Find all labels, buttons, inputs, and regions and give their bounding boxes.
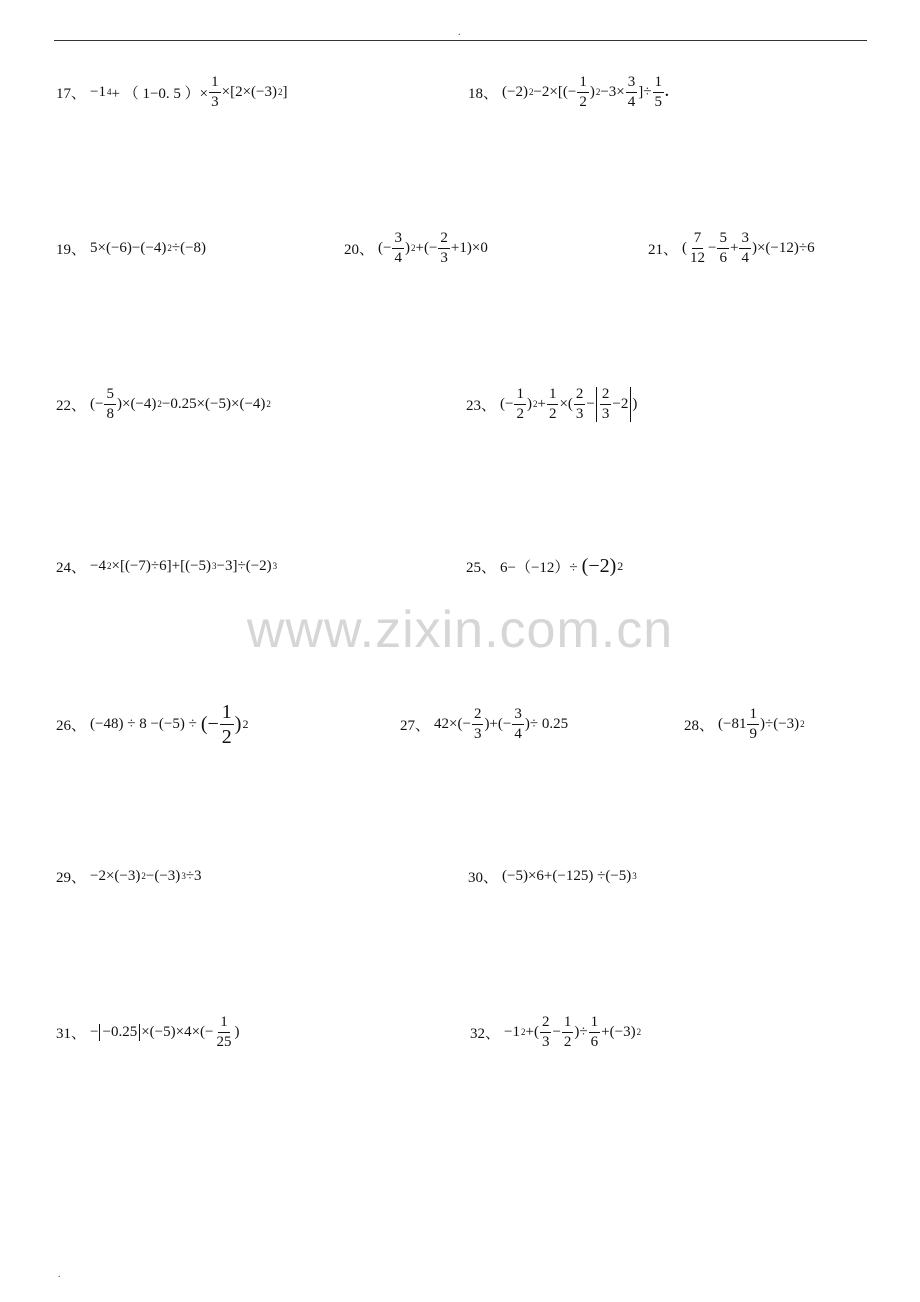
problem-31 — [56, 1012, 240, 1052]
numerator: 3 — [739, 231, 751, 249]
denominator: 3 — [575, 405, 584, 422]
expr-text: ) — [404, 239, 410, 256]
problem-number: 18、 — [468, 85, 499, 102]
expr-text: (− — [500, 395, 514, 412]
numerator: 1 — [653, 75, 665, 93]
exponent: 4 — [106, 87, 112, 97]
problem-18 — [468, 72, 669, 112]
denominator: 9 — [749, 725, 757, 742]
expr-text: ] — [282, 83, 288, 100]
expr-text: +(−3) — [601, 1023, 636, 1040]
exponent: 2 — [636, 1027, 642, 1037]
problem-number: 22、 — [56, 397, 87, 414]
denominator: 2 — [221, 725, 232, 748]
denominator: 3 — [473, 725, 482, 742]
expr-text: −2×[(− — [533, 83, 577, 100]
expr-text: ×(−5)×4×(− — [141, 1023, 214, 1040]
fraction — [562, 1015, 574, 1050]
absolute-value — [596, 387, 631, 422]
denominator: 12 — [690, 249, 706, 266]
fraction — [688, 231, 707, 266]
fraction — [577, 75, 589, 110]
numerator: 1 — [562, 1015, 574, 1033]
exponent: 2 — [520, 1027, 526, 1037]
expr-text: ×[2×(−3) — [221, 83, 277, 100]
expr-text: )×(−12)÷6 — [751, 239, 815, 256]
fraction — [653, 75, 665, 110]
fraction — [104, 387, 116, 422]
denominator: 2 — [548, 405, 557, 422]
expr-text: + — [729, 239, 739, 256]
numerator: 2 — [438, 231, 450, 249]
problem-number: 29、 — [56, 869, 87, 886]
exponent: 2 — [278, 87, 283, 97]
expr-text: 5×(−6)−(−4) — [90, 239, 167, 256]
watermark: www.zixin.com.cn — [246, 601, 674, 659]
numerator: 2 — [472, 707, 484, 725]
expr-text: 42×(− — [434, 715, 471, 732]
expr-text: + （ 1−0. 5 ）× — [111, 85, 209, 102]
expr-text: ]÷ — [638, 83, 652, 100]
denominator: 2 — [563, 1033, 572, 1050]
expr-text: −0.25×(−5)×(−4) — [161, 395, 266, 412]
expr-text: ) — [234, 1023, 240, 1040]
denominator: 4 — [741, 249, 749, 266]
expr-text: )÷ — [574, 1023, 588, 1040]
expr-text: − — [708, 239, 717, 256]
exponent: 2 — [800, 719, 805, 729]
denominator: 4 — [514, 725, 522, 742]
denominator: 6 — [590, 1033, 599, 1050]
expr-text: −1 — [504, 1023, 520, 1040]
problem-number: 23、 — [466, 397, 497, 414]
expr-text: )×(−4) — [116, 395, 157, 412]
page-bottom-mark: . — [58, 1269, 61, 1280]
expr-text: (− — [200, 712, 219, 735]
problem-number: 19、 — [56, 241, 87, 258]
problem-28 — [684, 704, 805, 744]
exponent: 3 — [212, 561, 217, 571]
problem-23 — [466, 384, 637, 424]
problem-number: 17、 — [56, 85, 87, 102]
denominator: 25 — [216, 1033, 232, 1050]
fraction — [215, 1015, 234, 1050]
header-rule — [54, 40, 867, 41]
problem-21 — [648, 228, 815, 268]
fraction — [589, 1015, 601, 1050]
expr-text: ( — [682, 239, 688, 256]
problem-number: 31、 — [56, 1025, 87, 1042]
denominator: 6 — [719, 249, 727, 266]
exponent: 2 — [266, 399, 271, 409]
expr-text: )÷ 0.25 — [524, 715, 569, 732]
expr-text: + — [537, 395, 546, 412]
problem-22 — [56, 384, 271, 424]
fraction — [540, 1015, 552, 1050]
expr-text: −3]÷(−2) — [216, 557, 272, 574]
numerator: 7 — [692, 231, 704, 249]
problem-number: 32、 — [470, 1025, 501, 1042]
expr-text: −2 — [612, 395, 629, 412]
denominator: 3 — [541, 1033, 550, 1050]
problem-number: 25、 — [466, 559, 497, 576]
expr-text: ) — [526, 395, 532, 412]
problem-number: 27、 — [400, 717, 431, 734]
fraction — [209, 75, 221, 110]
denominator: 4 — [394, 249, 402, 266]
numerator: 1 — [589, 1015, 601, 1033]
problem-number: 20、 — [344, 241, 375, 258]
expr-text: ÷(−8) — [171, 239, 207, 256]
numerator: 1 — [221, 700, 232, 723]
absolute-value — [99, 1024, 140, 1041]
problem-number: 21、 — [648, 241, 679, 258]
exponent: 2 — [141, 871, 146, 881]
exponent: 2 — [532, 399, 538, 409]
fraction — [739, 231, 751, 266]
expr-text: (−48) ÷ 8 −(−5) ÷ — [90, 715, 197, 732]
expr-text: −0.25 — [102, 1023, 138, 1040]
problem-29 — [56, 856, 202, 896]
numerator: 1 — [514, 387, 526, 405]
numerator: 2 — [600, 387, 612, 405]
expr-text: (− — [378, 239, 392, 256]
fraction — [600, 387, 612, 422]
expr-text: −(−3) — [145, 867, 181, 884]
numerator: 2 — [574, 387, 586, 405]
problem-number: 28、 — [684, 717, 715, 734]
expr-text: (−81 — [718, 715, 747, 732]
exponent: 3 — [181, 871, 186, 881]
denominator: 3 — [440, 249, 448, 266]
numerator: 1 — [577, 75, 589, 93]
expr-text: )÷(−3) — [759, 715, 800, 732]
exponent: 2 — [410, 243, 416, 253]
exponent: 2 — [106, 561, 112, 571]
expr-text: ) — [632, 395, 638, 412]
problem-17 — [56, 72, 288, 112]
expr-text: −2×(−3) — [90, 867, 141, 884]
fraction — [512, 707, 524, 742]
expr-text: +1)×0 — [450, 239, 488, 256]
numerator: 2 — [540, 1015, 552, 1033]
numerator: 3 — [392, 231, 404, 249]
exponent: 3 — [632, 871, 637, 881]
denominator: 2 — [516, 405, 524, 422]
expr-text: ) — [234, 712, 242, 735]
denominator: 5 — [654, 93, 662, 110]
expr-text: (−2) — [581, 554, 617, 577]
denominator: 2 — [579, 93, 587, 110]
fraction — [547, 387, 559, 422]
expr-text: +(− — [415, 239, 438, 256]
expr-text: ÷3 — [185, 867, 202, 884]
expr-text: − — [552, 1023, 561, 1040]
page-top-mark: . — [458, 27, 461, 38]
expr-text: (−2) — [502, 83, 528, 100]
fraction — [747, 707, 759, 742]
numerator: 3 — [626, 75, 638, 93]
exponent: 2 — [528, 87, 534, 97]
fraction — [220, 702, 234, 747]
expr-text: )+(− — [484, 715, 512, 732]
problem-number: 26、 — [56, 717, 87, 734]
expr-text: . — [665, 83, 669, 100]
exponent: 2 — [242, 716, 249, 731]
numerator: 1 — [209, 75, 221, 93]
numerator: 1 — [218, 1015, 230, 1033]
denominator: 4 — [627, 93, 636, 110]
fraction — [514, 387, 526, 422]
problem-26 — [56, 700, 249, 748]
expr-text: +( — [525, 1023, 539, 1040]
expr-text: ) — [589, 83, 595, 100]
numerator: 5 — [717, 231, 729, 249]
numerator: 1 — [747, 707, 759, 725]
problem-24 — [56, 546, 277, 586]
problem-number: 30、 — [468, 869, 499, 886]
expr-text: ×[(−7)÷6]+[(−5) — [111, 557, 212, 574]
numerator: 1 — [547, 387, 559, 405]
exponent: 2 — [617, 558, 624, 573]
exponent: 3 — [272, 561, 278, 571]
denominator: 8 — [106, 405, 114, 422]
fraction — [438, 231, 450, 266]
problem-30 — [468, 856, 637, 896]
problem-19 — [56, 228, 206, 268]
exponent: 2 — [167, 243, 172, 253]
numerator: 5 — [104, 387, 116, 405]
expr-text: −1 — [90, 83, 106, 100]
problem-25 — [466, 546, 623, 586]
expr-text: − — [586, 395, 595, 412]
expr-text: ×( — [559, 395, 573, 412]
problem-number: 24、 — [56, 559, 87, 576]
expr-text: 6−（−12）÷ — [500, 559, 578, 576]
fraction — [717, 231, 729, 266]
fraction — [574, 387, 586, 422]
fraction — [626, 75, 638, 110]
denominator: 3 — [601, 405, 610, 422]
problem-32 — [470, 1012, 641, 1052]
problem-27 — [400, 704, 568, 744]
fraction — [472, 707, 484, 742]
fraction — [392, 231, 404, 266]
numerator: 3 — [512, 707, 524, 725]
expr-text: − — [90, 1023, 99, 1040]
exponent: 2 — [595, 87, 601, 97]
expr-text: (−5)×6+(−125) ÷(−5) — [502, 867, 632, 884]
expr-text: (− — [90, 395, 104, 412]
denominator: 3 — [211, 93, 219, 110]
expr-text: −4 — [90, 557, 106, 574]
problem-20 — [344, 228, 488, 268]
exponent: 2 — [157, 399, 162, 409]
expr-text: −3× — [600, 83, 625, 100]
